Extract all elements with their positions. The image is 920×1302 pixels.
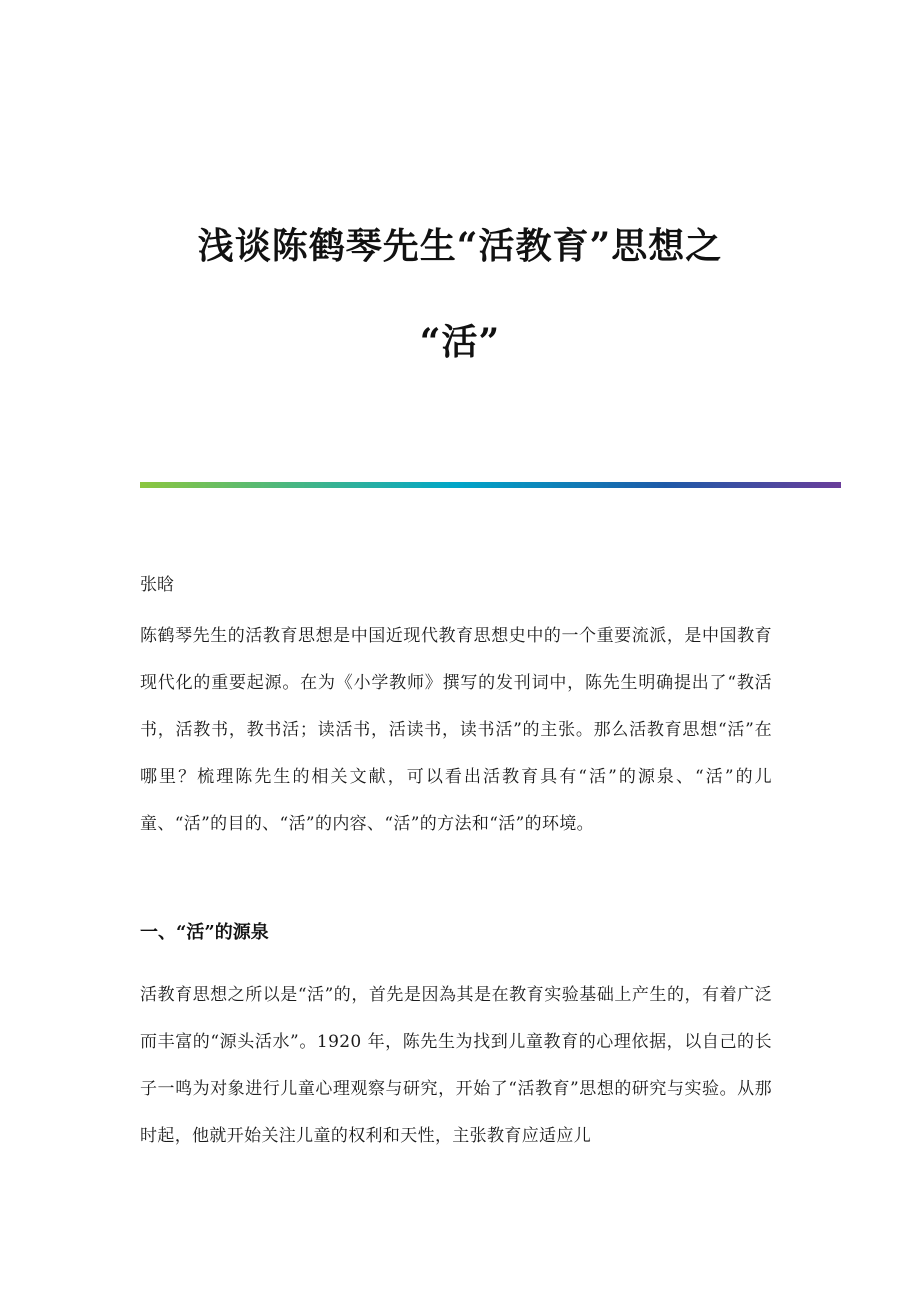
paragraph-intro: 陈鹤琴先生的活教育思想是中国近现代教育思想史中的一个重要流派，是中国教育现代化的重要起源。在为《小学教师》撰写的发刊词中，陈先生明确提出了“教活书，活教书，教书活；读活书，活读书，读书活”的主张。那么活教育思想“活”在哪里？梳理陈先生的相关文献，可以看出活教育具有“活”的源泉、“活”的儿童、“活”的目的、“活”的内容、“活”的方法和“活”的环境。 bbox=[140, 626, 772, 834]
paragraph-section-1: 活教育思想之所以是“活”的，首先是因為其是在教育实验基础上产生的，有着广泛而丰富的“源头活水”。1920 年，陈先生为找到儿童教育的心理依据，以自己的长子一鸣为对象进行儿童心理观察与研究，开始了“活教育”思想的研究与实验。从那时起，他就开始关注儿童的权利和天性，主张教育应适应儿 bbox=[140, 985, 772, 1146]
author-name: 张晗 bbox=[140, 575, 174, 595]
section-heading-1: 一、“活”的源泉 bbox=[140, 922, 269, 943]
document-title-line-2: “活” bbox=[419, 321, 501, 363]
document-title-line-1: 浅谈陈鹤琴先生“活教育”思想之 bbox=[197, 225, 723, 267]
title-divider bbox=[140, 482, 841, 488]
